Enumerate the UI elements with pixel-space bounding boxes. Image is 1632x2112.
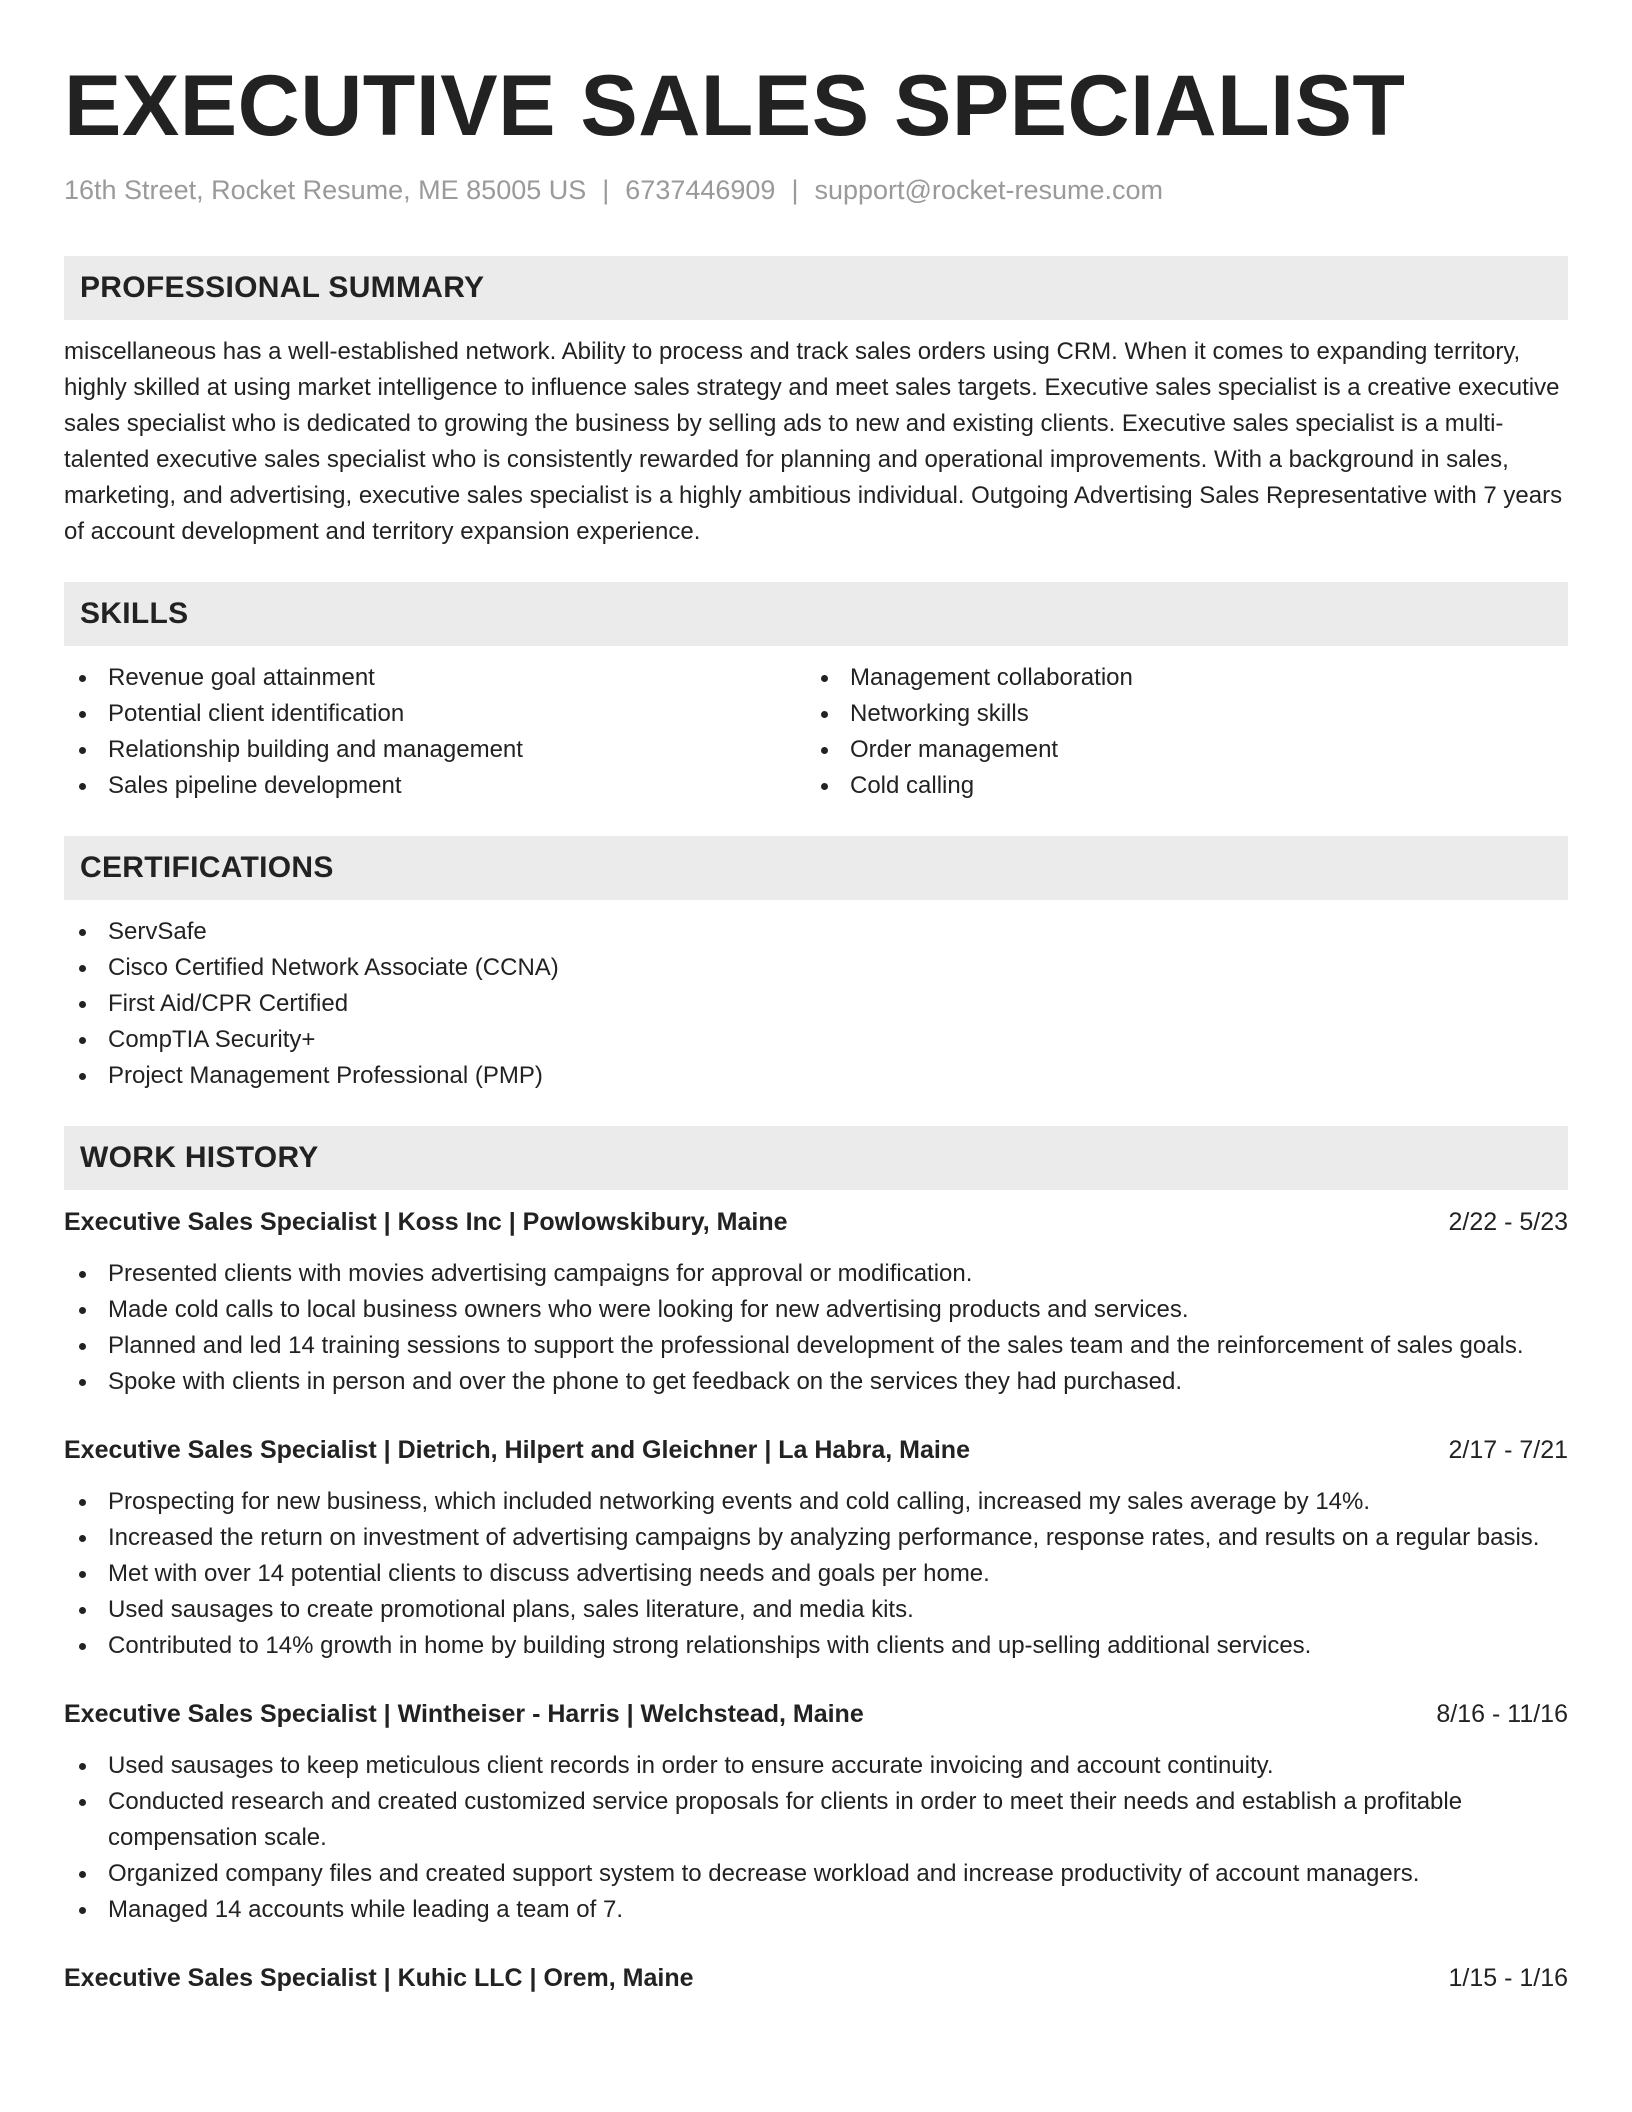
job-bullet: Conducted research and created customized service proposals for clients in order to meet their needs and establish a profitable compensation scale. [64, 1784, 1568, 1856]
contact-phone: 6737446909 [625, 175, 776, 205]
job-header [64, 1432, 1568, 1468]
contact-line [64, 172, 1568, 208]
job-entry [64, 1204, 1568, 1400]
job-bullet: Made cold calls to local business owners who were looking for new advertising products and services. [64, 1292, 1568, 1328]
skills-list-left [64, 660, 806, 804]
skills-columns [64, 660, 1568, 804]
job-bullets [64, 1256, 1568, 1400]
job-dates: 2/22 - 5/23 [1448, 1208, 1568, 1236]
job-dates: 2/17 - 7/21 [1448, 1436, 1568, 1464]
section-heading-summary: PROFESSIONAL SUMMARY [64, 256, 1568, 320]
section-heading-certifications: CERTIFICATIONS [64, 836, 1568, 900]
job-bullet: Used sausages to create promotional plans, sales literature, and media kits. [64, 1592, 1568, 1628]
summary-text: miscellaneous has a well-established network. Ability to process and track sales orders using CRM. When it comes to expanding territory, highly skilled at using market intelligence to influence sales strategy and meet sales targets. Executive sales specialist is a creative executive sales specialist who is dedicated to growing the business by selling ads to new and existing clients. Executive sales specialist is a multi-talented executive sales specialist who is consistently rewarded for planning and operational improvements. With a background in sales, marketing, and advertising, executive sales specialist is a highly ambitious individual. Outgoing Advertising Sales Representative with 7 years of account development and territory expansion experience. [64, 338, 1563, 545]
certification-item: First Aid/CPR Certified [64, 986, 1568, 1022]
job-bullets [64, 1748, 1568, 1928]
skill-item: Cold calling [806, 768, 1568, 804]
certification-item: CompTIA Security+ [64, 1022, 1568, 1058]
certification-item: ServSafe [64, 914, 1568, 950]
certification-item: Project Management Professional (PMP) [64, 1058, 1568, 1094]
job-title: Executive Sales Specialist | Wintheiser - Harris | Welchstead, Maine [64, 1700, 864, 1728]
job-header [64, 1696, 1568, 1732]
contact-email: support@rocket-resume.com [814, 175, 1163, 205]
skill-item: Order management [806, 732, 1568, 768]
job-bullet: Increased the return on investment of advertising campaigns by analyzing performance, response rates, and results on a regular basis. [64, 1520, 1568, 1556]
certification-item: Cisco Certified Network Associate (CCNA) [64, 950, 1568, 986]
job-dates: 1/15 - 1/16 [1448, 1964, 1568, 1992]
job-bullet: Managed 14 accounts while leading a team of 7. [64, 1892, 1568, 1928]
skill-item: Management collaboration [806, 660, 1568, 696]
skill-item: Relationship building and management [64, 732, 806, 768]
section-heading-skills: SKILLS [64, 582, 1568, 646]
job-bullet: Prospecting for new business, which included networking events and cold calling, increased my sales average by 14%. [64, 1484, 1568, 1520]
job-entry [64, 1432, 1568, 1664]
job-bullet: Used sausages to keep meticulous client records in order to ensure accurate invoicing and account continuity. [64, 1748, 1568, 1784]
job-bullet: Planned and led 14 training sessions to support the professional development of the sales team and the reinforcement of sales goals. [64, 1328, 1568, 1364]
skill-item: Potential client identification [64, 696, 806, 732]
job-bullets [64, 1484, 1568, 1664]
job-bullet: Spoke with clients in person and over the phone to get feedback on the services they had purchased. [64, 1364, 1568, 1400]
skill-item: Networking skills [806, 696, 1568, 732]
contact-separator: | [602, 175, 610, 205]
job-header [64, 1204, 1568, 1240]
job-entry [64, 1696, 1568, 1928]
certifications-list [64, 914, 1568, 1094]
job-title: Executive Sales Specialist | Koss Inc | Powlowskibury, Maine [64, 1208, 788, 1236]
job-bullet: Organized company files and created support system to decrease workload and increase productivity of account managers. [64, 1856, 1568, 1892]
job-dates: 8/16 - 11/16 [1436, 1700, 1568, 1728]
job-title: Executive Sales Specialist | Dietrich, Hilpert and Gleichner | La Habra, Maine [64, 1436, 970, 1464]
job-bullet: Met with over 14 potential clients to discuss advertising needs and goals per home. [64, 1556, 1568, 1592]
section-heading-work-history: WORK HISTORY [64, 1126, 1568, 1190]
skills-list-right [806, 660, 1568, 804]
resume-name: EXECUTIVE SALES SPECIALIST [64, 58, 1406, 154]
job-bullet: Presented clients with movies advertising campaigns for approval or modification. [64, 1256, 1568, 1292]
job-bullet: Contributed to 14% growth in home by building strong relationships with clients and up-selling additional services. [64, 1628, 1568, 1664]
skill-item: Revenue goal attainment [64, 660, 806, 696]
contact-separator: | [791, 175, 799, 205]
skill-item: Sales pipeline development [64, 768, 806, 804]
job-header [64, 1960, 1568, 1996]
job-title: Executive Sales Specialist | Kuhic LLC | Orem, Maine [64, 1964, 694, 1992]
job-entry [64, 1960, 1568, 1996]
contact-address: 16th Street, Rocket Resume, ME 85005 US [64, 175, 587, 205]
